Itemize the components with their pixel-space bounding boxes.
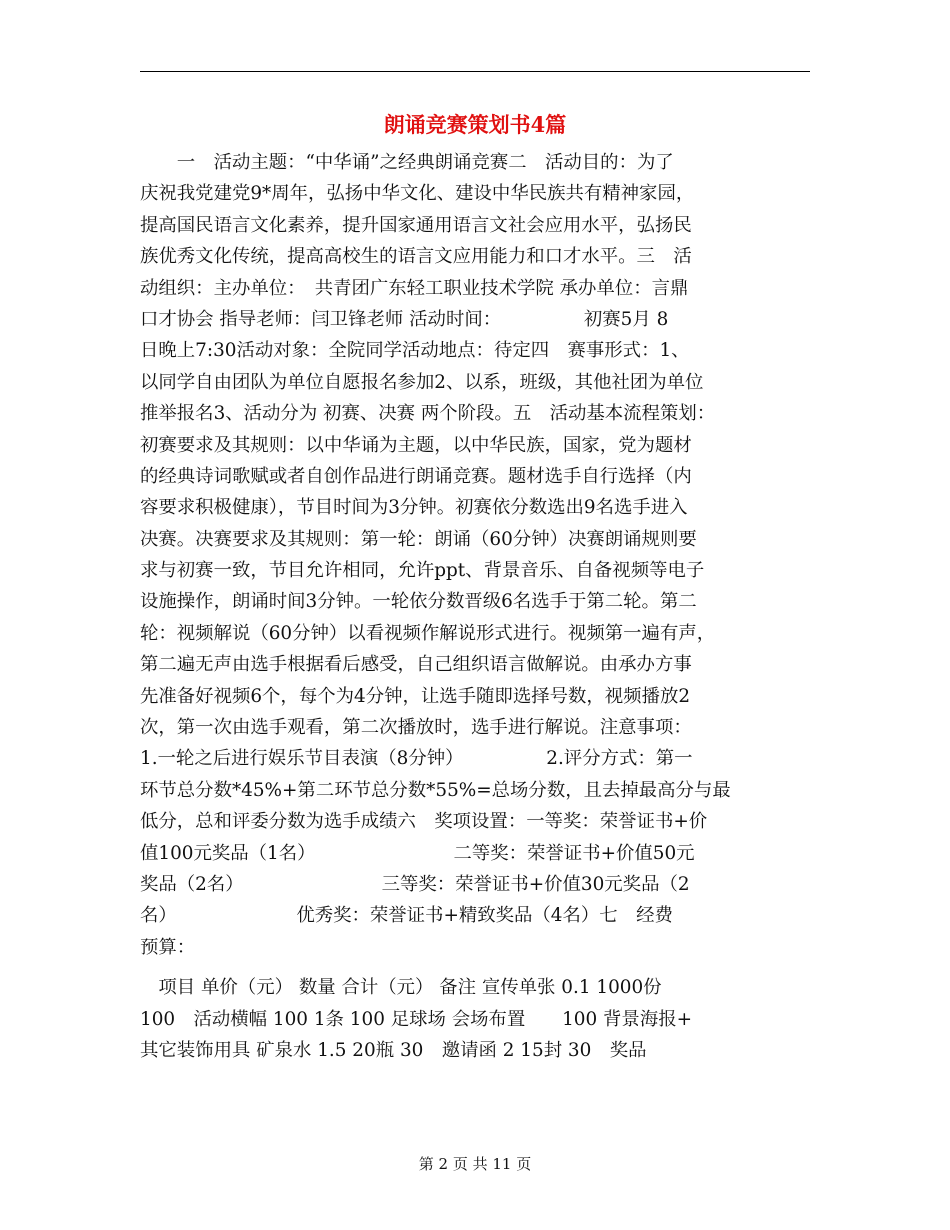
body-line: 第二遍无声由选手根据看后感受，自己组织语言做解说。由承办方事: [140, 654, 692, 676]
body-line: 值100元奖品（1名） 二等奖：荣誉证书+价值50元: [140, 842, 695, 864]
body-line: 初赛要求及其规则：以中华诵为主题，以中华民族，国家，党为题材: [140, 434, 692, 456]
body-line: 奖品（2名） 三等奖：荣誉证书+价值30元奖品（2: [140, 873, 690, 895]
body-line: 提高国民语言文化素养，提升国家通用语言文社会应用水平，弘扬民: [140, 214, 692, 236]
body-line: 环节总分数*45%+第二环节总分数*55%=总场分数，且去掉最高分与最: [140, 779, 731, 801]
body-line: 求与初赛一致，节目允许相同，允许ppt、背景音乐、自备视频等电子: [140, 560, 705, 582]
body-line: 决赛。决赛要求及其规则：第一轮：朗诵（60分钟）决赛朗诵规则要: [140, 528, 697, 550]
header-rule: [140, 71, 810, 72]
body-line: 日晚上7:30活动对象：全院同学活动地点：待定四 赛事形式：1、: [140, 340, 690, 362]
document-body: [140, 147, 820, 1066]
body-line: 低分，总和评委分数为选手成绩六 奖项设置：一等奖：荣誉证书+价: [140, 811, 708, 833]
body-line: 1.一轮之后进行娱乐节目表演（8分钟） 2.评分方式：第一: [140, 748, 693, 770]
body-line: 口才协会 指导老师：闫卫锋老师 活动时间： 初赛5月 8: [140, 308, 669, 330]
body-line: 次，第一次由选手观看，第二次播放时，选手进行解说。注意事项：: [140, 717, 692, 739]
body-line: 族优秀文化传统，提高高校生的语言文应用能力和口才水平。三 活: [140, 246, 692, 268]
body-line: 的经典诗词歌赋或者自创作品进行朗诵竞赛。题材选手自行选择（内: [140, 465, 692, 487]
body-line: 先准备好视频6个，每个为4分钟，让选手随即选择号数，视频播放2: [140, 685, 691, 707]
body-line: 设施操作，朗诵时间3分钟。一轮依分数晋级6名选手于第二轮。第二: [140, 591, 697, 613]
body-line: 预算：: [140, 936, 196, 958]
page-number: 第 2 页 共 11 页: [418, 1155, 532, 1173]
body-line: 项目 单价（元） 数量 合计（元） 备注 宣传单张 0.1 1000份: [140, 977, 662, 999]
body-line: 其它装饰用具 矿泉水 1.5 20瓶 30 邀请函 2 15封 30 奖品: [140, 1039, 647, 1061]
body-line: 以同学自由团队为单位自愿报名参加2、以系，班级，其他社团为单位: [140, 371, 704, 393]
body-line: 动组织：主办单位： 共青团广东轻工职业技术学院 承办单位：言鼎: [140, 277, 689, 299]
document-title: 朗诵竞赛策划书4篇: [383, 112, 567, 137]
body-line: 100 活动横幅 100 1条 100 足球场 会场布置 100 背景海报+: [140, 1008, 693, 1030]
body-line: 庆祝我党建党9*周年，弘扬中华文化、建设中华民族共有精神家园，: [140, 183, 695, 205]
body-line: 一 活动主题：“中华诵”之经典朗诵竞赛二 活动目的：为了: [140, 152, 674, 173]
body-line: 容要求积极健康），节目时间为3分钟。初赛依分数选出9名选手进入: [140, 497, 688, 519]
body-line: 轮：视频解说（60分钟）以看视频作解说形式进行。视频第一遍有声，: [140, 622, 716, 644]
body-line: 名） 优秀奖：荣誉证书+精致奖品（4名）七 经费: [140, 905, 673, 927]
body-line: 推举报名3、活动分为 初赛、决赛 两个阶段。五 活动基本流程策划：: [140, 403, 716, 425]
